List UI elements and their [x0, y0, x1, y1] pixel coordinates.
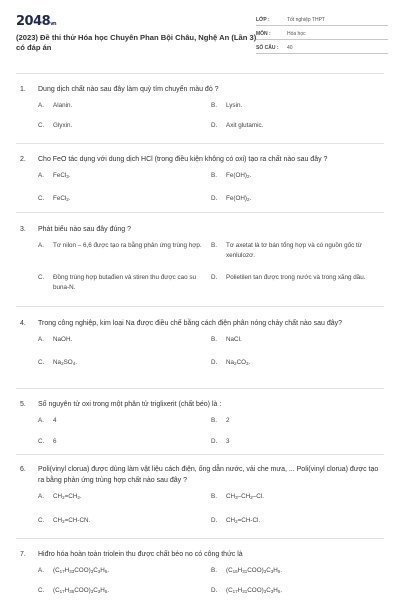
answer-option-c[interactable] — [38, 194, 203, 205]
question-number: 4. — [20, 320, 26, 327]
answer-option-b[interactable] — [211, 335, 376, 345]
answer-option-c[interactable] — [38, 586, 203, 597]
answer-option-a[interactable] — [38, 335, 203, 345]
answer-label: D. — [211, 517, 218, 524]
exam-title: (2023) Đề thi thử Hóa học Chuyên Phan Bội Châu, Nghệ An (Lần 3) có đáp án — [16, 33, 257, 52]
answer-option-a[interactable] — [38, 566, 203, 577]
answer-option-a[interactable] — [38, 416, 203, 426]
answer-text: $Fe(OH)_2$. — [226, 195, 252, 202]
answer-options — [16, 101, 384, 135]
answer-text: Lysin. — [226, 102, 243, 109]
answer-label: A. — [38, 242, 44, 249]
question-divider — [16, 538, 384, 539]
question-body: Số nguyên tử oxi trong một phân tử triglixerit (chất béo) là : — [38, 401, 222, 408]
answer-label: C. — [38, 359, 45, 366]
answer-option-b[interactable] — [211, 241, 376, 261]
answer-options — [16, 335, 384, 372]
question-text — [16, 154, 384, 165]
answer-option-d[interactable] — [211, 437, 376, 447]
answer-label: A. — [38, 336, 44, 343]
answer-option-d[interactable] — [211, 358, 376, 369]
meta-value: Hóa học — [287, 31, 306, 37]
answer-label: D. — [211, 359, 218, 366]
meta-row-class — [256, 12, 388, 26]
answer-text: Glyxin. — [53, 122, 73, 129]
question-divider — [16, 73, 384, 74]
meta-row-subject — [256, 26, 388, 40]
question-number: 5. — [20, 401, 26, 408]
meta-label: SỐ CÂU : — [256, 45, 279, 51]
answer-label: C. — [38, 438, 45, 445]
answer-label: C. — [38, 587, 45, 594]
question-body: Dung dịch chất nào sau đây làm quỳ tím chuyển màu đỏ ? — [38, 86, 219, 93]
answer-option-a[interactable] — [38, 241, 203, 251]
question-divider — [16, 306, 384, 307]
question-7 — [16, 549, 384, 600]
question-2 — [16, 154, 384, 208]
answer-text: $CH_3-CH_2-Cl$. — [226, 493, 264, 500]
meta-value: 40 — [287, 45, 293, 51]
answer-option-d[interactable] — [211, 194, 376, 205]
question-divider — [16, 143, 384, 144]
answer-label: B. — [211, 102, 217, 109]
answer-text: $(C_{17}H_{35}COO)_3C_3H_5$. — [53, 587, 110, 594]
question-divider — [16, 212, 384, 213]
answer-text: FeCl$_3$. — [53, 172, 71, 179]
site-logo[interactable]: 2048vn — [16, 14, 57, 29]
answer-text: $(C_{17}H_{33}COO)_3C_3H_5$. — [53, 567, 110, 574]
answer-label: B. — [211, 417, 217, 424]
answer-text: $(C_{15}H_{31}COO)_3C_3H_5$. — [226, 567, 283, 574]
answer-options — [16, 241, 384, 291]
answer-label: C. — [38, 122, 45, 129]
question-6 — [16, 464, 384, 530]
answer-option-a[interactable] — [38, 171, 203, 182]
question-number: 7. — [20, 551, 26, 558]
answer-option-d[interactable] — [211, 273, 376, 283]
question-4 — [16, 318, 384, 372]
answer-text: $CH_2=CH-Cl$. — [226, 517, 261, 524]
meta-label: MÔN : — [256, 31, 271, 37]
answer-label: B. — [211, 172, 217, 179]
question-text — [16, 224, 384, 235]
answer-text: $Fe(OH)_2$. — [226, 172, 252, 179]
question-body: Cho FeO tác dụng với dung dịch HCl (trong điều kiện không có oxi) tạo ra chất nào sau đây ? — [38, 156, 328, 163]
question-1 — [16, 84, 384, 135]
answer-text: NaCl. — [226, 336, 242, 343]
answer-label: B. — [211, 242, 217, 249]
question-divider — [16, 388, 384, 389]
answer-text: FeCl$_2$. — [53, 195, 71, 202]
answer-options — [16, 171, 384, 208]
answer-label: A. — [38, 172, 44, 179]
answer-option-c[interactable] — [38, 516, 203, 527]
question-number: 6. — [20, 466, 26, 473]
question-text — [16, 318, 384, 329]
answer-text: 4 — [53, 417, 57, 424]
answer-label: C. — [38, 517, 45, 524]
answer-option-d[interactable] — [211, 121, 376, 131]
answer-text: 2 — [226, 417, 230, 424]
answer-option-d[interactable] — [211, 586, 376, 597]
answer-label: A. — [38, 417, 44, 424]
answer-label: C. — [38, 274, 45, 281]
question-body: Poli(vinyl clorua) được dùng làm vật liệu cách điện, ống dẫn nước, vải che mưa, ... Poli(vinyl clorua) được tạo ra bằng phản ứng trùng hợp chất nào sau đây ? — [38, 466, 379, 484]
answer-option-a[interactable] — [38, 492, 203, 503]
answer-text: $CH_2=CH-CN$. — [53, 517, 91, 524]
answer-text: $Na_2CO_3$. — [226, 359, 251, 366]
answer-text: Tơ nilon – 6,6 được tạo ra bằng phản ứng trùng hợp. — [53, 242, 202, 249]
answer-text: 3 — [226, 438, 230, 445]
answer-options — [16, 416, 384, 451]
question-number: 1. — [20, 86, 26, 93]
question-3 — [16, 224, 384, 291]
answer-text: Axit glutamic. — [226, 122, 264, 129]
question-text — [16, 549, 384, 560]
answer-label: A. — [38, 493, 44, 500]
question-5 — [16, 399, 384, 451]
answer-label: B. — [211, 567, 217, 574]
question-text — [16, 464, 384, 486]
answer-option-c[interactable] — [38, 273, 203, 293]
answer-text: 6 — [53, 438, 57, 445]
meta-row-count — [256, 40, 388, 54]
answer-options — [16, 566, 384, 600]
answer-option-c[interactable] — [38, 437, 203, 447]
answer-text: Alanin. — [53, 102, 73, 109]
answer-label: B. — [211, 493, 217, 500]
question-text — [16, 84, 384, 95]
answer-option-b[interactable] — [211, 101, 376, 111]
answer-option-c[interactable] — [38, 358, 203, 369]
answer-options — [16, 492, 384, 530]
answer-text: $Na_2SO_4$. — [53, 359, 77, 366]
answer-text: Đồng trùng hợp butađien và stiren thu được cao su buna-N. — [53, 274, 197, 291]
question-text — [16, 399, 384, 410]
meta-value: Tốt nghiệp THPT — [287, 17, 325, 23]
answer-label: C. — [38, 195, 45, 202]
question-divider — [16, 454, 384, 455]
question-number: 2. — [20, 156, 26, 163]
answer-text: Tơ axetat là tơ bán tổng hợp và có nguồn gốc từ xenlulozơ. — [226, 242, 362, 259]
answer-label: A. — [38, 567, 44, 574]
answer-option-d[interactable] — [211, 516, 376, 527]
exam-header — [16, 12, 386, 57]
answer-option-a[interactable] — [38, 101, 203, 111]
answer-label: D. — [211, 195, 218, 202]
answer-option-b[interactable] — [211, 171, 376, 182]
answer-text: NaOH. — [53, 336, 73, 343]
answer-text: $CH_2=CH_2$. — [53, 493, 82, 500]
question-body: Trong công nghiệp, kim loại Na được điều chế bằng cách điện phân nóng chảy chất nào sau đây? — [38, 320, 342, 327]
answer-option-b[interactable] — [211, 566, 376, 577]
answer-option-b[interactable] — [211, 492, 376, 503]
answer-text: $(C_{17}H_{31}COO)_3C_3H_5$. — [226, 587, 283, 594]
answer-label: D. — [211, 587, 218, 594]
question-body: Hiđro hóa hoàn toàn triolein thu được chất béo no có công thức là — [38, 551, 243, 558]
answer-label: D. — [211, 122, 218, 129]
answer-text: Polietilen tan được trong nước và trong xăng dầu. — [226, 274, 366, 281]
question-body: Phát biểu nào sau đây đúng ? — [38, 226, 132, 233]
exam-meta — [256, 12, 388, 54]
answer-label: A. — [38, 102, 44, 109]
answer-label: D. — [211, 274, 218, 281]
meta-label: LỚP : — [256, 17, 270, 23]
answer-label: D. — [211, 438, 218, 445]
question-number: 3. — [20, 226, 26, 233]
answer-label: B. — [211, 336, 217, 343]
answer-option-c[interactable] — [38, 121, 203, 131]
answer-option-b[interactable] — [211, 416, 376, 426]
